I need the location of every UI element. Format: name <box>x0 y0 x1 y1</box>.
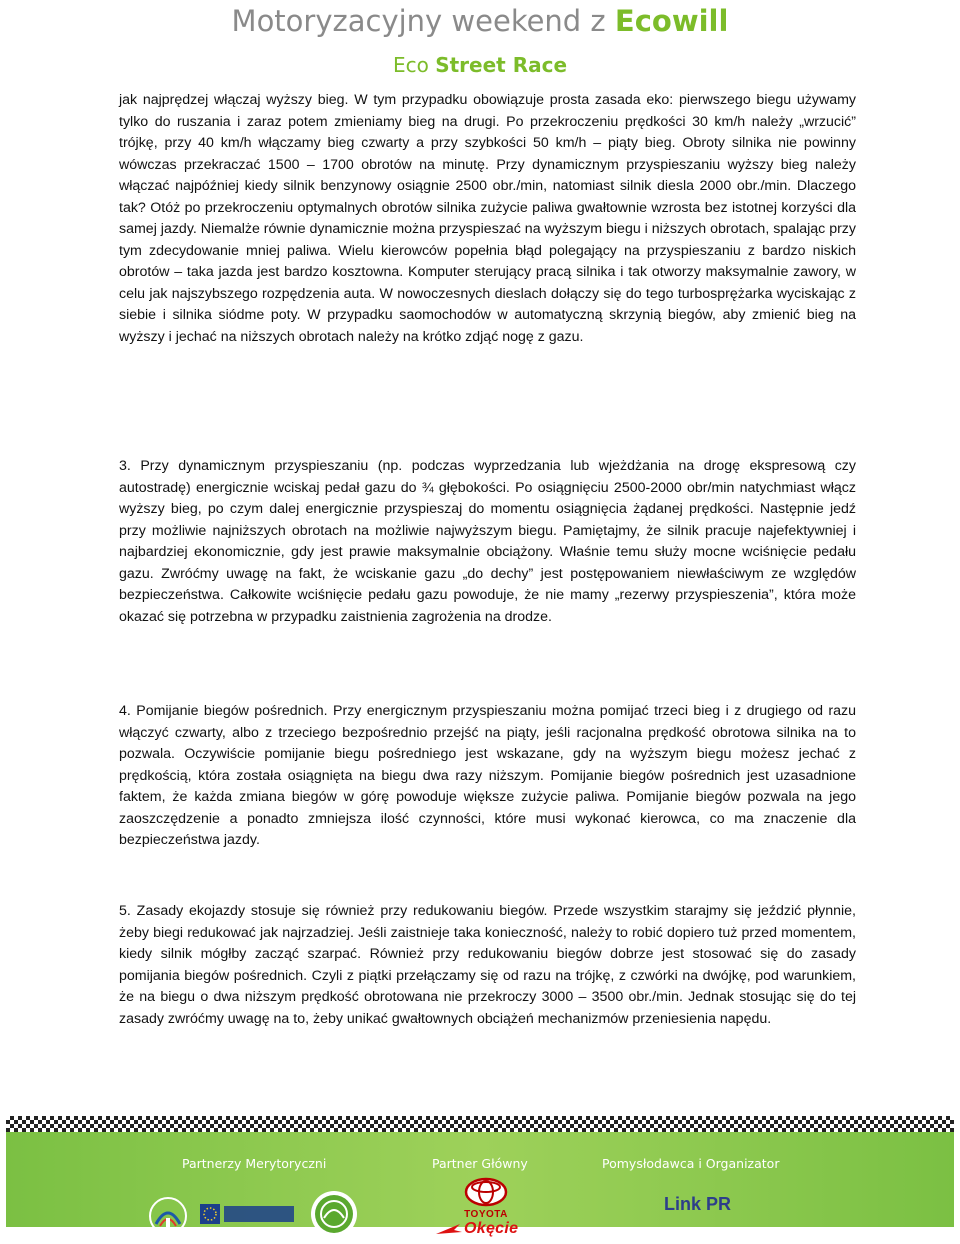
page-subtitle <box>0 53 960 77</box>
label-main-partner: Partner Główny <box>432 1156 528 1171</box>
paragraph-intro: jak najprędzej włączaj wyższy bieg. W tym przypadku obowiązuje prosta zasada eko: pierwszego biegu używamy tylko do ruszania i zaraz potem zmieniamy bieg na drugi. Po przekroczeniu prędkości 30 km/h należy „wrzucić” trójkę, przy 40 km/h włączamy bieg czwarty a przy szybkości 50 km/h – piąty bieg. Obroty silnika nie powinny wówczas przekraczać 1500 – 1700 obrotów na minutę. Przy dynamicznym przyspieszaniu wyższy bieg należy włączać najpóźniej kiedy silnik benzynowy osiągnie 2500 obr./min, natomiast silnik diesla 2000 obr./min. Dlaczego tak? Otóż po przekroczeniu optymalnych obrotów silnika zużycie paliwa gwałtownie wzrosta bez istotnej korzyści dla samej jazdy. Niemalże równie dynamicznie można przyspieszać na wyższym biegu i niższych obrotach, spalając przy tym zdecydowanie mniej paliwa. Wielu kierowców popełnia błąd polegający na przyspieszaniu z bardzo niskich obrotów – taka jazda jest bardzo kosztowna. Komputer sterujący pracą silnika i tak otworzy maksymalnie zawory, w celu jak najszybszego rozpędzenia auta. W nowoczesnych dieslach dołączy się do tego turbosprężarka wyciskając z siebie i silnika siódme poty. W przypadku saomochodów w automatyczną skrzynią biegów, aby zmienić bieg na wyższy i jechać na niższych obrotach należy na krótko zdjąć nogę z gazu. <box>119 92 856 346</box>
paragraph-4 <box>119 701 856 852</box>
paragraph-3-text: Przy dynamicznym przyspieszaniu (np. podczas wyprzedzania lub wjeżdżania na drogę ekspresową czy autostradę) energicznie wciskaj pedał gazu do ¾ głębokości. Po osiągnięciu 2500-2000 obr/min natychmiast włącz wyższy bieg, po czym dalej energicznie przyspieszaj do momentu osiągnięcia żądanej prędkości. Następnie jedź przy możliwie najniższych obrotach na możliwie najwyższym biegu. Pamiętajmy, że silnik pracuje najefektywniej i najbardziej ekonomicznie, gdy jest prawie maksymalnie obciążony. Właśnie temu służy mocne wciśnięcie pedału gazu. Zwróćmy uwagę na fakt, że wciskanie gazu „do dechy” jest postępowaniem niewłaściwym ze względów bezpieczeństwa. Całkowite wciśnięcie pedału gazu powoduje, że nie mamy „rezerwy przyspieszenia”, która może okazać się potrzebna w przypadku zaistnienia zagrożenia na drodze. <box>119 458 856 625</box>
label-organizer: Pomysłodawca i Organizator <box>602 1156 780 1171</box>
partner-flag-logo-icon <box>146 1194 190 1238</box>
page-header <box>0 0 960 90</box>
paragraph-3 <box>119 456 856 628</box>
subtitle-light: Eco <box>392 53 436 77</box>
title-accent: Ecowill <box>614 4 729 38</box>
okecie-wordmark: Okęcie <box>464 1220 519 1237</box>
toyota-wordmark: TOYOTA <box>464 1209 508 1220</box>
okecie-logo <box>434 1220 544 1242</box>
title-main: Motoryzacyjny weekend z <box>231 4 615 38</box>
eco-drive-logo-icon <box>309 1189 359 1239</box>
document-body <box>119 90 856 1027</box>
link-pr-wordmark: Link PR <box>664 1194 732 1214</box>
link-pr-logo <box>664 1194 744 1218</box>
checkered-flag-strip <box>6 1116 954 1132</box>
paragraph-5-number: 5. <box>119 903 131 919</box>
paragraph-4-number: 4. <box>119 703 131 719</box>
paragraph-5-text: Zasady ekojazdy stosuje się również przy redukowaniu biegów. Przede wszystkim starajmy się jeździć płynnie, żeby biegi redukować jak najrzadziej. Jeśli zaistnieje taka konieczność, należy to robić dopiero tuż przed momentem, kiedy silnik mógłby zacząć szarpać. Również przy redukowaniu biegów dobrze jest stosować się do zasady pomijania biegów pośrednich. Czyli z piątki przełączamy się od razu na trójkę, z czwórki na dwójkę, pod warunkiem, że na biegu o dwa niższym prędkość obrotowana nie przekroczy 3000 – 3500 obr./min. Jednak stosując się do tej zasady zwróćmy uwagę na to, żeby unikać gwałtownych obciążeń mechanizmów przeniesienia napędu. <box>119 903 856 1027</box>
paragraph-5 <box>119 901 856 1030</box>
sponsor-footer <box>0 1116 960 1237</box>
sponsor-band <box>6 1132 954 1237</box>
paragraph-3-number: 3. <box>119 458 131 474</box>
intelligent-energy-europe-logo <box>198 1200 298 1228</box>
subtitle-strong: Street Race <box>435 53 568 77</box>
label-partners: Partnerzy Merytoryczni <box>182 1156 327 1171</box>
paragraph-4-text: Pomijanie biegów pośrednich. Przy energicznym przyspieszaniu można pomijać trzeci bieg i z drugiego od razu włączyć czwarty, albo z trzeciego bezpośrednio przejść na piąty, jeśli racjonalna prędkość obrotowa silnika na to pozwala. Oczywiście pomijanie biegu pośredniego jest wskazane, gdy na wyższym biegu możesz jechać z prędkością, która została osiągnięta na biegu dwa razy niższym. Pomijanie biegów pośrednich jest uzasadnione faktem, że każda zmiana biegów w górę powoduje większe zużycie paliwa. Pomijanie biegów pozwala na jego zaoszczędzenie a ponadto zmniejsza ilość czynności, które musi wykonać kierowca, co ma znaczenie dla bezpieczeństwa jazdy. <box>119 703 856 849</box>
page-title <box>0 4 960 38</box>
